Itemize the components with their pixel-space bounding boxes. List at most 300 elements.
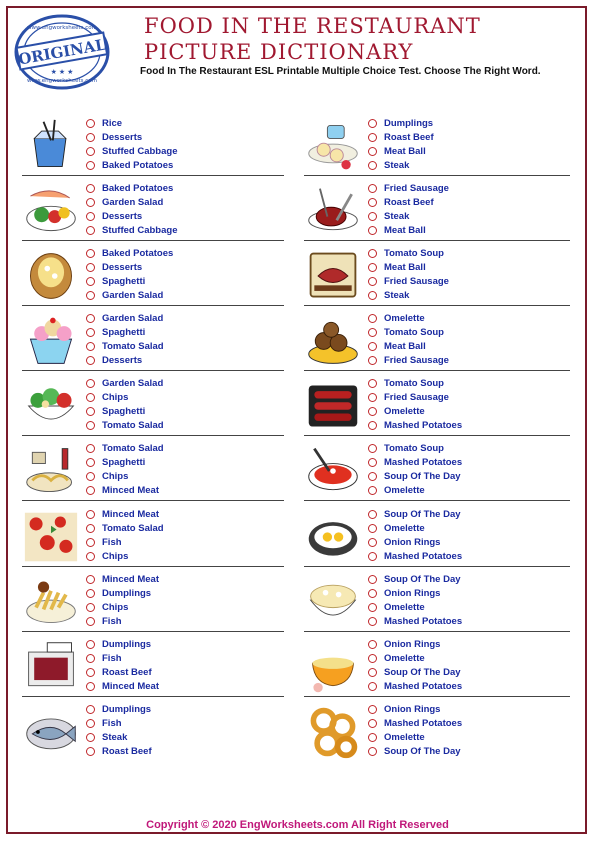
answer-option[interactable] — [86, 405, 145, 419]
page-title-line1: FOOD IN THE RESTAURANT — [144, 14, 481, 38]
answer-option[interactable] — [86, 289, 163, 303]
radio-button[interactable] — [86, 393, 95, 402]
radio-button[interactable] — [86, 407, 95, 416]
question-7 — [22, 311, 287, 371]
answer-label: Omelette — [384, 522, 425, 534]
answer-label: Stuffed Cabbage — [102, 225, 178, 237]
radio-button[interactable] — [86, 291, 95, 300]
answer-option[interactable] — [368, 507, 461, 521]
radio-button[interactable] — [368, 147, 377, 156]
radio-button[interactable] — [368, 640, 377, 649]
radio-button[interactable] — [368, 552, 377, 561]
answer-label: Desserts — [102, 355, 143, 367]
minced-meat-icon — [22, 639, 80, 695]
answer-option[interactable] — [368, 376, 444, 390]
answer-label: Garden Salad — [102, 196, 164, 208]
answer-label: Desserts — [102, 131, 143, 143]
answer-option[interactable] — [368, 615, 462, 629]
row-separator — [22, 500, 284, 501]
fried-sausage-icon — [304, 378, 362, 434]
radio-button[interactable] — [368, 263, 377, 272]
copyright-footer: Copyright © 2020 EngWorksheets.com All Right Reserved — [146, 819, 449, 831]
baked-potato-icon — [22, 248, 80, 304]
answer-option[interactable] — [368, 441, 444, 455]
answer-option[interactable] — [368, 550, 462, 564]
answer-label: Roast Beef — [102, 667, 152, 679]
answer-label: Onion Rings — [384, 703, 441, 715]
radio-button[interactable] — [368, 291, 377, 300]
row-separator — [22, 696, 284, 697]
radio-button[interactable] — [368, 198, 377, 207]
answer-label: Spaghetti — [102, 276, 146, 288]
radio-button[interactable] — [368, 249, 377, 258]
row-separator — [304, 240, 570, 241]
answer-label: Desserts — [102, 261, 143, 273]
row-separator — [304, 305, 570, 306]
answer-label: Baked Potatoes — [102, 160, 174, 172]
answer-option[interactable] — [86, 390, 128, 404]
question-9 — [22, 376, 287, 436]
soup-of-the-day-icon — [304, 639, 362, 695]
answer-label: Roast Beef — [384, 131, 434, 143]
answer-option[interactable] — [368, 521, 425, 535]
answer-option[interactable] — [86, 731, 127, 745]
answer-label: Steak — [384, 290, 410, 302]
answer-option[interactable] — [368, 484, 425, 498]
radio-button[interactable] — [86, 379, 95, 388]
answer-label: Spaghetti — [102, 326, 146, 338]
radio-button[interactable] — [368, 733, 377, 742]
answer-option[interactable] — [368, 572, 461, 586]
radio-button[interactable] — [86, 538, 95, 547]
radio-button[interactable] — [368, 524, 377, 533]
answer-option[interactable] — [86, 615, 122, 629]
answer-label: Mashed Potatoes — [384, 616, 463, 628]
radio-button[interactable] — [368, 314, 377, 323]
radio-button[interactable] — [86, 356, 95, 365]
fish-icon — [22, 704, 80, 760]
radio-button[interactable] — [86, 184, 95, 193]
answer-label: Meat Ball — [384, 146, 426, 158]
answer-label: Soup Of The Day — [384, 508, 461, 520]
answer-option[interactable] — [368, 536, 440, 550]
radio-button[interactable] — [368, 342, 377, 351]
radio-button[interactable] — [86, 472, 95, 481]
radio-button[interactable] — [86, 719, 95, 728]
answer-label: Meat Ball — [384, 341, 426, 353]
question-12 — [304, 441, 569, 501]
radio-button[interactable] — [368, 617, 377, 626]
answer-label: Steak — [102, 732, 128, 744]
radio-button[interactable] — [86, 226, 95, 235]
radio-button[interactable] — [368, 226, 377, 235]
radio-button[interactable] — [86, 147, 95, 156]
spaghetti-icon — [22, 443, 80, 499]
answer-option[interactable] — [368, 702, 440, 716]
answer-option[interactable] — [86, 441, 164, 455]
answer-label: Omelette — [384, 652, 425, 664]
answer-option[interactable] — [86, 651, 122, 665]
answer-label: Dumplings — [102, 703, 152, 715]
answer-option[interactable] — [86, 224, 177, 238]
answer-option[interactable] — [86, 572, 159, 586]
answer-label: Fish — [102, 652, 122, 664]
svg-text:www.engworksheets.com: www.engworksheets.com — [26, 25, 98, 31]
answer-label: Omelette — [384, 732, 425, 744]
page-title-line2: PICTURE DICTIONARY — [144, 40, 414, 64]
answer-label: Mashed Potatoes — [384, 456, 463, 468]
row-separator — [22, 175, 284, 176]
mashed-potatoes-icon — [304, 574, 362, 630]
radio-button[interactable] — [86, 212, 95, 221]
question-18 — [304, 637, 569, 697]
answer-label: Onion Rings — [384, 587, 441, 599]
radio-button[interactable] — [368, 510, 377, 519]
answer-option[interactable] — [86, 260, 142, 274]
answer-label: Minced Meat — [102, 681, 160, 693]
answer-option[interactable] — [368, 289, 409, 303]
radio-button[interactable] — [368, 184, 377, 193]
answer-label: Chips — [102, 391, 129, 403]
answer-label: Mashed Potatoes — [384, 681, 463, 693]
answer-option[interactable] — [368, 680, 462, 694]
question-17 — [22, 637, 287, 697]
radio-button[interactable] — [368, 682, 377, 691]
radio-button[interactable] — [368, 328, 377, 337]
radio-button[interactable] — [86, 589, 95, 598]
answer-label: Soup Of The Day — [384, 471, 461, 483]
answer-option[interactable] — [368, 666, 461, 680]
answer-option[interactable] — [86, 419, 164, 433]
answer-label: Dumplings — [102, 587, 152, 599]
answer-label: Onion Rings — [384, 638, 441, 650]
answer-label: Fried Sausage — [384, 391, 449, 403]
answer-label: Roast Beef — [102, 746, 152, 758]
answer-label: Stuffed Cabbage — [102, 146, 178, 158]
row-separator — [22, 305, 284, 306]
svg-text:★ ★ ★: ★ ★ ★ — [50, 69, 74, 76]
question-15 — [22, 572, 287, 632]
question-4 — [304, 181, 569, 241]
answer-label: Tomato Salad — [102, 420, 164, 432]
radio-button[interactable] — [368, 356, 377, 365]
row-separator — [304, 435, 570, 436]
answer-option[interactable] — [368, 745, 461, 759]
answer-option[interactable] — [368, 159, 409, 173]
radio-button[interactable] — [86, 733, 95, 742]
answer-label: Mashed Potatoes — [384, 551, 463, 563]
answer-label: Soup Of The Day — [384, 573, 461, 585]
radio-button[interactable] — [86, 603, 95, 612]
answer-label: Minced Meat — [102, 508, 160, 520]
radio-button[interactable] — [86, 552, 95, 561]
question-5 — [22, 246, 287, 306]
row-separator — [22, 566, 284, 567]
radio-button[interactable] — [368, 421, 377, 430]
answer-option[interactable] — [86, 745, 152, 759]
question-1 — [22, 116, 287, 176]
onion-rings-icon — [304, 704, 362, 760]
answer-option[interactable] — [86, 507, 159, 521]
answer-option[interactable] — [86, 130, 142, 144]
answer-label: Fried Sausage — [384, 355, 449, 367]
radio-button[interactable] — [86, 654, 95, 663]
question-10 — [304, 376, 569, 436]
answer-label: Mashed Potatoes — [384, 717, 463, 729]
question-2 — [304, 116, 569, 176]
radio-button[interactable] — [368, 538, 377, 547]
answer-option[interactable] — [368, 340, 426, 354]
answer-option[interactable] — [86, 637, 151, 651]
radio-button[interactable] — [368, 668, 377, 677]
radio-button[interactable] — [86, 277, 95, 286]
answer-label: Spaghetti — [102, 406, 146, 418]
radio-button[interactable] — [86, 263, 95, 272]
answer-option[interactable] — [86, 666, 152, 680]
answer-option[interactable] — [368, 601, 425, 615]
svg-text:www.engworksheets.com: www.engworksheets.com — [26, 78, 98, 84]
answer-label: Tomato Soup — [384, 377, 444, 389]
question-13 — [22, 507, 287, 567]
radio-button[interactable] — [368, 379, 377, 388]
answer-label: Omelette — [384, 602, 425, 614]
answer-option[interactable] — [86, 354, 142, 368]
answer-option[interactable] — [86, 601, 128, 615]
answer-label: Meat Ball — [384, 261, 426, 273]
answer-option[interactable] — [86, 159, 173, 173]
answer-option[interactable] — [368, 116, 433, 130]
answer-option[interactable] — [86, 325, 145, 339]
answer-option[interactable] — [86, 586, 151, 600]
answer-label: Fish — [102, 537, 122, 549]
radio-button[interactable] — [86, 198, 95, 207]
row-separator — [304, 631, 570, 632]
answer-label: Soup Of The Day — [384, 667, 461, 679]
radio-button[interactable] — [86, 328, 95, 337]
radio-button[interactable] — [368, 277, 377, 286]
answer-label: Dumplings — [102, 638, 152, 650]
answer-option[interactable] — [368, 419, 462, 433]
salad-bowl-icon — [22, 378, 80, 434]
radio-button[interactable] — [86, 668, 95, 677]
answer-label: Desserts — [102, 211, 143, 223]
answer-label: Baked Potatoes — [102, 182, 174, 194]
answer-option[interactable] — [86, 484, 159, 498]
steak-icon — [304, 183, 362, 239]
roast-beef-icon — [304, 248, 362, 304]
tomato-soup-icon — [304, 443, 362, 499]
answer-label: Chips — [102, 471, 129, 483]
answer-option[interactable] — [86, 340, 164, 354]
answer-label: Tomato Salad — [102, 522, 164, 534]
answer-option[interactable] — [86, 470, 128, 484]
answer-option[interactable] — [368, 210, 409, 224]
radio-button[interactable] — [86, 161, 95, 170]
answer-option[interactable] — [368, 224, 426, 238]
radio-button[interactable] — [86, 486, 95, 495]
answer-option[interactable] — [368, 275, 449, 289]
answer-label: Minced Meat — [102, 573, 160, 585]
answer-option[interactable] — [368, 586, 440, 600]
row-separator — [304, 175, 570, 176]
answer-option[interactable] — [86, 550, 128, 564]
radio-button[interactable] — [368, 212, 377, 221]
answer-label: Fish — [102, 717, 122, 729]
radio-button[interactable] — [368, 603, 377, 612]
radio-button[interactable] — [368, 393, 377, 402]
answer-option[interactable] — [368, 195, 434, 209]
answer-option[interactable] — [86, 246, 173, 260]
answer-label: Chips — [102, 551, 129, 563]
answer-option[interactable] — [368, 260, 426, 274]
chips-icon — [22, 574, 80, 630]
answer-label: Minced Meat — [102, 485, 160, 497]
answer-option[interactable] — [368, 470, 461, 484]
row-separator — [22, 435, 284, 436]
answer-label: Soup Of The Day — [384, 746, 461, 758]
answer-option[interactable] — [86, 195, 163, 209]
original-stamp-icon — [12, 12, 112, 92]
radio-button[interactable] — [86, 342, 95, 351]
question-6 — [304, 246, 569, 306]
answer-option[interactable] — [368, 130, 434, 144]
radio-button[interactable] — [368, 458, 377, 467]
answer-label: Tomato Salad — [102, 442, 164, 454]
radio-button[interactable] — [368, 589, 377, 598]
radio-button[interactable] — [86, 421, 95, 430]
answer-option[interactable] — [86, 716, 122, 730]
answer-label: Steak — [384, 160, 410, 172]
radio-button[interactable] — [368, 575, 377, 584]
radio-button[interactable] — [86, 682, 95, 691]
radio-button[interactable] — [86, 575, 95, 584]
answer-label: Dumplings — [384, 117, 434, 129]
radio-button[interactable] — [86, 705, 95, 714]
answer-option[interactable] — [368, 390, 449, 404]
radio-button[interactable] — [86, 640, 95, 649]
radio-button[interactable] — [368, 133, 377, 142]
answer-label: Garden Salad — [102, 312, 164, 324]
radio-button[interactable] — [86, 747, 95, 756]
answer-label: Omelette — [384, 406, 425, 418]
answer-label: Spaghetti — [102, 456, 146, 468]
answer-label: Omelette — [384, 312, 425, 324]
answer-option[interactable] — [86, 521, 164, 535]
radio-button[interactable] — [86, 510, 95, 519]
answer-label: Onion Rings — [384, 537, 441, 549]
radio-button[interactable] — [368, 119, 377, 128]
question-20 — [304, 702, 569, 762]
instructions: Food In The Restaurant ESL Printable Multiple Choice Test. Choose The Right Word. — [140, 66, 541, 77]
answer-label: Chips — [102, 602, 129, 614]
answer-option[interactable] — [368, 455, 462, 469]
row-separator — [304, 566, 570, 567]
radio-button[interactable] — [368, 486, 377, 495]
answer-option[interactable] — [368, 405, 425, 419]
answer-label: Fried Sausage — [384, 182, 449, 194]
answer-label: Tomato Soup — [384, 442, 444, 454]
row-separator — [22, 631, 284, 632]
question-16 — [304, 572, 569, 632]
radio-button[interactable] — [368, 407, 377, 416]
answer-label: Fish — [102, 616, 122, 628]
answer-option[interactable] — [368, 145, 426, 159]
garden-salad-icon — [22, 183, 80, 239]
answer-label: Steak — [384, 211, 410, 223]
desserts-icon — [22, 313, 80, 369]
radio-button[interactable] — [368, 705, 377, 714]
answer-option[interactable] — [368, 731, 425, 745]
radio-button[interactable] — [86, 249, 95, 258]
radio-button[interactable] — [86, 133, 95, 142]
radio-button[interactable] — [86, 314, 95, 323]
answer-option[interactable] — [86, 311, 163, 325]
answer-option[interactable] — [86, 181, 173, 195]
answer-option[interactable] — [86, 536, 122, 550]
answer-label: Mashed Potatoes — [384, 420, 463, 432]
question-11 — [22, 441, 287, 501]
tomato-salad-icon — [22, 509, 80, 565]
answer-option[interactable] — [368, 311, 425, 325]
answer-label: Fried Sausage — [384, 276, 449, 288]
answer-option[interactable] — [368, 651, 425, 665]
answer-option[interactable] — [368, 325, 444, 339]
answer-label: Baked Potatoes — [102, 247, 174, 259]
radio-button[interactable] — [368, 161, 377, 170]
answer-label: Roast Beef — [384, 196, 434, 208]
radio-button[interactable] — [86, 617, 95, 626]
radio-button[interactable] — [86, 458, 95, 467]
answer-option[interactable] — [86, 702, 151, 716]
answer-option[interactable] — [368, 181, 449, 195]
answer-option[interactable] — [368, 716, 462, 730]
answer-option[interactable] — [86, 680, 159, 694]
question-8 — [304, 311, 569, 371]
answer-option[interactable] — [86, 455, 145, 469]
answer-option[interactable] — [368, 354, 449, 368]
radio-button[interactable] — [368, 654, 377, 663]
omelette-icon — [304, 509, 362, 565]
row-separator — [304, 696, 570, 697]
answer-option[interactable] — [368, 637, 440, 651]
answer-option[interactable] — [86, 145, 177, 159]
answer-option[interactable] — [86, 275, 145, 289]
answer-label: Meat Ball — [384, 225, 426, 237]
radio-button[interactable] — [368, 747, 377, 756]
row-separator — [22, 240, 284, 241]
answer-label: Garden Salad — [102, 290, 164, 302]
radio-button[interactable] — [368, 472, 377, 481]
answer-option[interactable] — [368, 246, 444, 260]
answer-option[interactable] — [86, 376, 163, 390]
answer-label: Tomato Soup — [384, 247, 444, 259]
noodle-box-icon — [22, 118, 80, 174]
meat-ball-icon — [304, 313, 362, 369]
radio-button[interactable] — [368, 719, 377, 728]
answer-label: Omelette — [384, 485, 425, 497]
svg-text:ORIGINAL: ORIGINAL — [16, 35, 108, 69]
radio-button[interactable] — [86, 444, 95, 453]
answer-option[interactable] — [86, 210, 142, 224]
answer-label: Garden Salad — [102, 377, 164, 389]
radio-button[interactable] — [86, 119, 95, 128]
question-3 — [22, 181, 287, 241]
answer-label: Rice — [102, 117, 123, 129]
radio-button[interactable] — [86, 524, 95, 533]
radio-button[interactable] — [368, 444, 377, 453]
question-14 — [304, 507, 569, 567]
answer-option[interactable] — [86, 116, 122, 130]
